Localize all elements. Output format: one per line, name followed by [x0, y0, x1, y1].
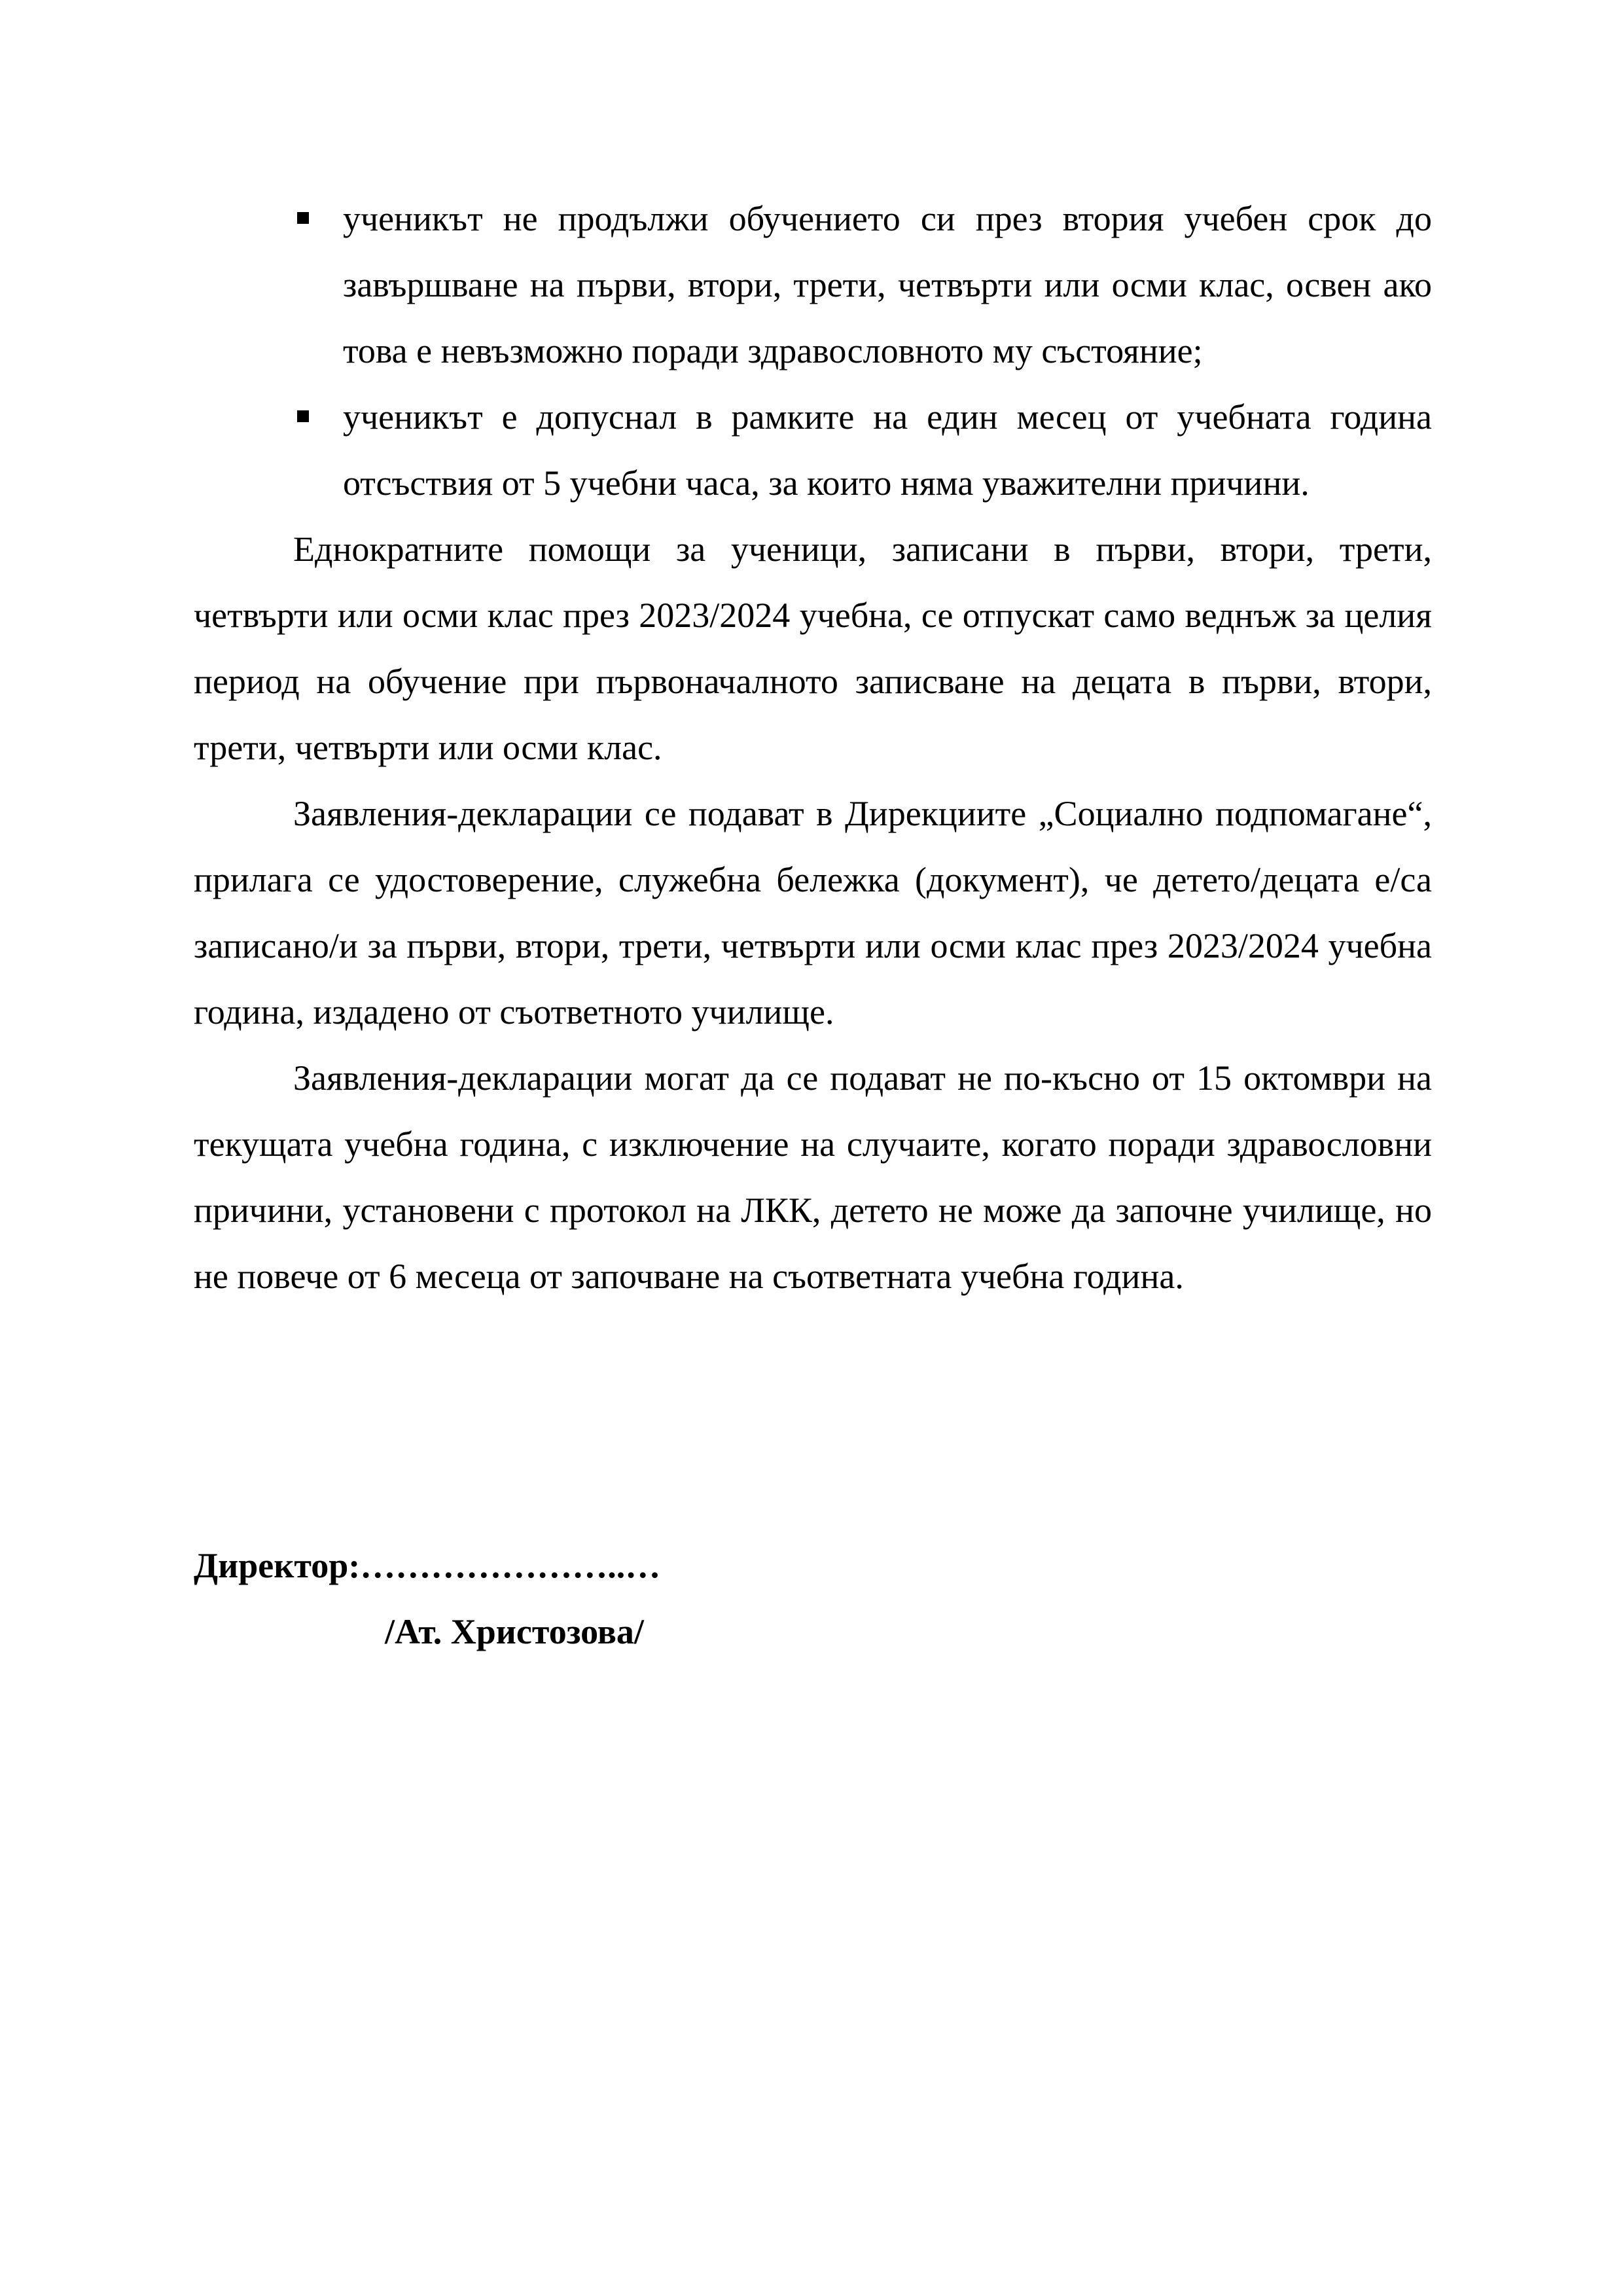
paragraph-applications: Заявления-декларации се подават в Дирекциите „Социално подпомагане“, прилага се удостоверение, служебна бележка (документ), че детето/децата е/са записано/и за първи, втори, трети, четвърти или осми клас през 2023/2024 учебна година, издадено от съответното училище.	[194, 794, 1432, 1031]
bullet-text: ученикът е допуснал в рамките на един месец от учебната година отсъствия от 5 учебни часа, за които няма уважителни причини.	[343, 397, 1432, 503]
bullet-text: ученикът не продължи обучението си през втория учебен срок до завършване на първи, втори, трети, четвърти или осми клас, освен ако това е невъзможно поради здравословното му състояние;	[343, 199, 1432, 370]
director-signature-line: Директор:…………………..…	[194, 1546, 661, 1585]
bullet-list	[194, 186, 1432, 516]
signature-block	[194, 1533, 1432, 1665]
square-bullet-icon	[297, 212, 309, 224]
paragraph-deadline: Заявления-декларации могат да се подават не по-късно от 15 октомври на текущата учебна година, с изключение на случаите, когато поради здравословни причини, установени с протокол на ЛКК, детето не може да започне училище, но не повече от 6 месеца от започване на съответната учебна година.	[194, 1058, 1432, 1296]
paragraph-one-time-aid: Еднократните помощи за ученици, записани в първи, втори, трети, четвърти или осми клас през 2023/2024 учебна, се отпускат само веднъж за целия период на обучение при първоначалното записване на децата в първи, втори, трети, четвърти или осми клас.	[194, 529, 1432, 767]
document-body	[194, 186, 1432, 1310]
bullet-item	[194, 384, 1432, 516]
bullet-item	[194, 186, 1432, 384]
director-name: /Ат. Христозова/	[385, 1612, 644, 1651]
square-bullet-icon	[297, 410, 309, 422]
